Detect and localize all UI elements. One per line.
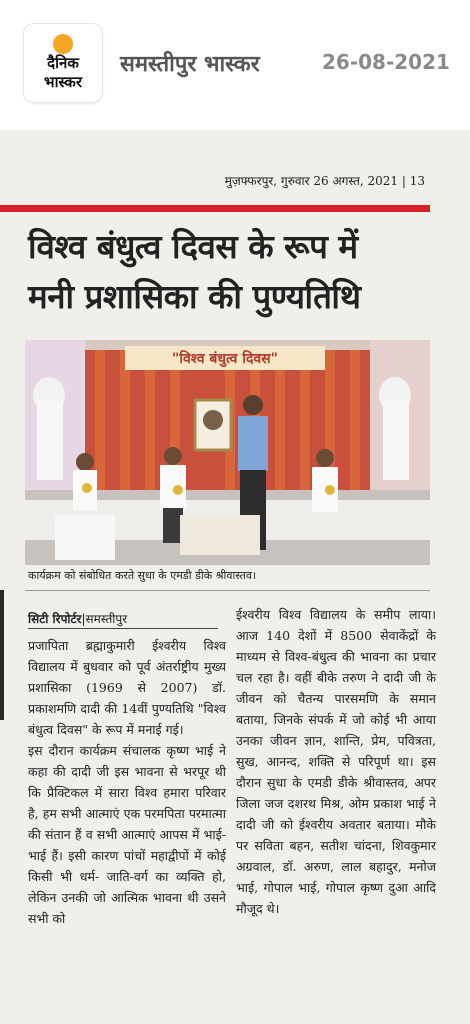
article-column-left: प्रजापिता ब्रह्माकुमारी ईश्वरीय विश्व विद्यालय में बुधवार को पूर्व अंतर्राष्ट्रीय मुख्य प्रशासिका (1969 से 2007) डॉ. प्रकाशमणि दादी की 14वीं पुण्यतिथि "विश्व बंधुत्व दिवस" के रूप में मनाई गई। इस दौरान कार्यक्रम संचालक कृष्ण भाई ने कहा की दादी जी इस भावना से भरपूर थी कि प्रैक्टिकल में सारा विश्व हमारा परिवार है, हम सभी आत्माएं एक परमपिता परमात्मा की संतान हैं व सभी आत्माएं आपस में भाई-भाई हैं। इसी कारण पांचों महाद्वीपों में कोई किसी भी धर्म- जाति-वर्ग का व्यक्ति हो, लेकिन उनकी जो आत्मिक भावना थी उसने सभी को [28,638,226,926]
caption-rule [25,590,430,591]
page-edge-shadow [0,590,4,720]
logo-text-line1: दैनिक [47,54,79,72]
red-divider-bar [0,205,430,212]
article-column-right: ईश्वरीय विश्व विद्यालय के समीप लाया। आज 140 देशों में 8500 सेवाकेंद्रों के माध्यम से विश्व-बंधुत्व की भावना का प्रचार चल रहा है। वहीं बीके तरुण ने दादी जी के जीवन को चैतन्य पारसमणि के समान बताया, जिनके संपर्क में जो कोई भी आया उनका जीवन ज्ञान, शान्ति, प्रेम, पवित्रता, सुख, आनन्द, शक्ति से परिपूर्ण था। इस दौरान सुधा के एमडी डीके श्रीवास्तव, अपर जिला जज दशरथ मिश्र, ओम प्रकाश भाई ने दादी जी को ईश्वरीय अवतार बताया। मौके पर सविता बहन, सतीश चांदना, शिवकुमार अग्रवाल, डॉ. अरुण, लाल बहादुर, मनोज भाई, गोपाल भाई, गोपाल कृष्ण दुआ आदि मौजूद थे। [236,607,436,916]
byline-place: समस्तीपुर [85,612,128,626]
app-header [0,0,470,130]
byline: सिटी रिपोर्टर|समस्तीपुर [28,612,128,626]
banner-text: "विश्व बंधुत्व दिवस" [172,351,278,367]
byline-underline [28,628,218,629]
headline-line-2: मनी प्रशासिका की पुण्यतिथि [28,277,361,316]
dainik-bhaskar-logo[interactable] [24,24,102,102]
edition-name: समस्तीपुर भास्कर [120,52,260,77]
photo-caption: कार्यक्रम को संबोधित करते सुधा के एमडी डीके श्रीवास्तव। [28,569,257,582]
byline-reporter: सिटी रिपोर्टर [28,612,82,626]
headline-line-1: विश्व बंधुत्व दिवस के रूप में [28,227,358,266]
edition-date: 26-08-2021 [322,50,450,74]
event-photo [25,340,430,565]
logo-text-line2: भास्कर [44,73,82,91]
article-headline [28,222,438,322]
sun-icon [53,34,73,54]
page-dateline: मुज़फ्फरपुर, गुरुवार 26 अगस्त, 2021 | 13 [224,174,425,188]
